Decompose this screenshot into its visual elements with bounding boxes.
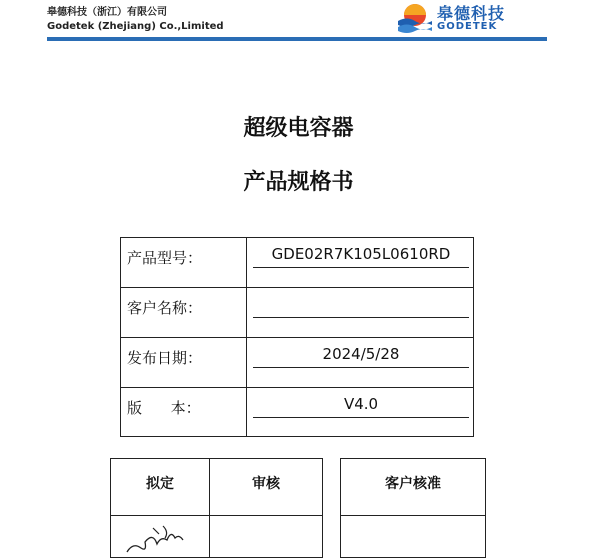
spec-label: 客户名称： — [121, 288, 247, 337]
spec-label: 产品型号： — [121, 238, 247, 287]
spec-label: 版 本： — [121, 388, 247, 437]
logo-text-en: GODETEK — [437, 21, 498, 32]
spec-value-model: GDE02R7K105L0610RD — [253, 241, 469, 268]
customer-approval-box — [340, 458, 486, 558]
godetek-logo — [395, 1, 525, 35]
spec-value-date: 2024/5/28 — [253, 341, 469, 368]
draft-header: 拟定 — [146, 476, 174, 492]
spec-row-customer — [121, 288, 473, 338]
company-name-en: Godetek (Zhejiang) Co.,Limited — [47, 21, 224, 32]
spec-row-date — [121, 338, 473, 388]
spec-table — [120, 237, 474, 437]
doc-title-sub: 产品规格书 — [243, 170, 354, 195]
customer-approval-header: 客户核准 — [385, 476, 441, 492]
spec-value-customer — [253, 291, 469, 318]
spec-label: 发布日期： — [121, 338, 247, 387]
divider — [341, 515, 485, 516]
doc-title-main: 超级电容器 — [243, 116, 354, 141]
logo-text-cn: 皋德科技 — [437, 4, 506, 23]
review-header: 审核 — [252, 476, 280, 492]
signature-image — [123, 522, 193, 556]
divider — [111, 515, 322, 516]
spec-value-version: V4.0 — [253, 391, 469, 418]
sun-wave-logo-icon — [395, 1, 435, 35]
spec-row-model — [121, 238, 473, 288]
company-name-cn: 皋德科技（浙江）有限公司 — [47, 7, 167, 18]
header-rule — [47, 37, 547, 41]
spec-row-version — [121, 388, 473, 437]
internal-approval-box — [110, 458, 323, 558]
